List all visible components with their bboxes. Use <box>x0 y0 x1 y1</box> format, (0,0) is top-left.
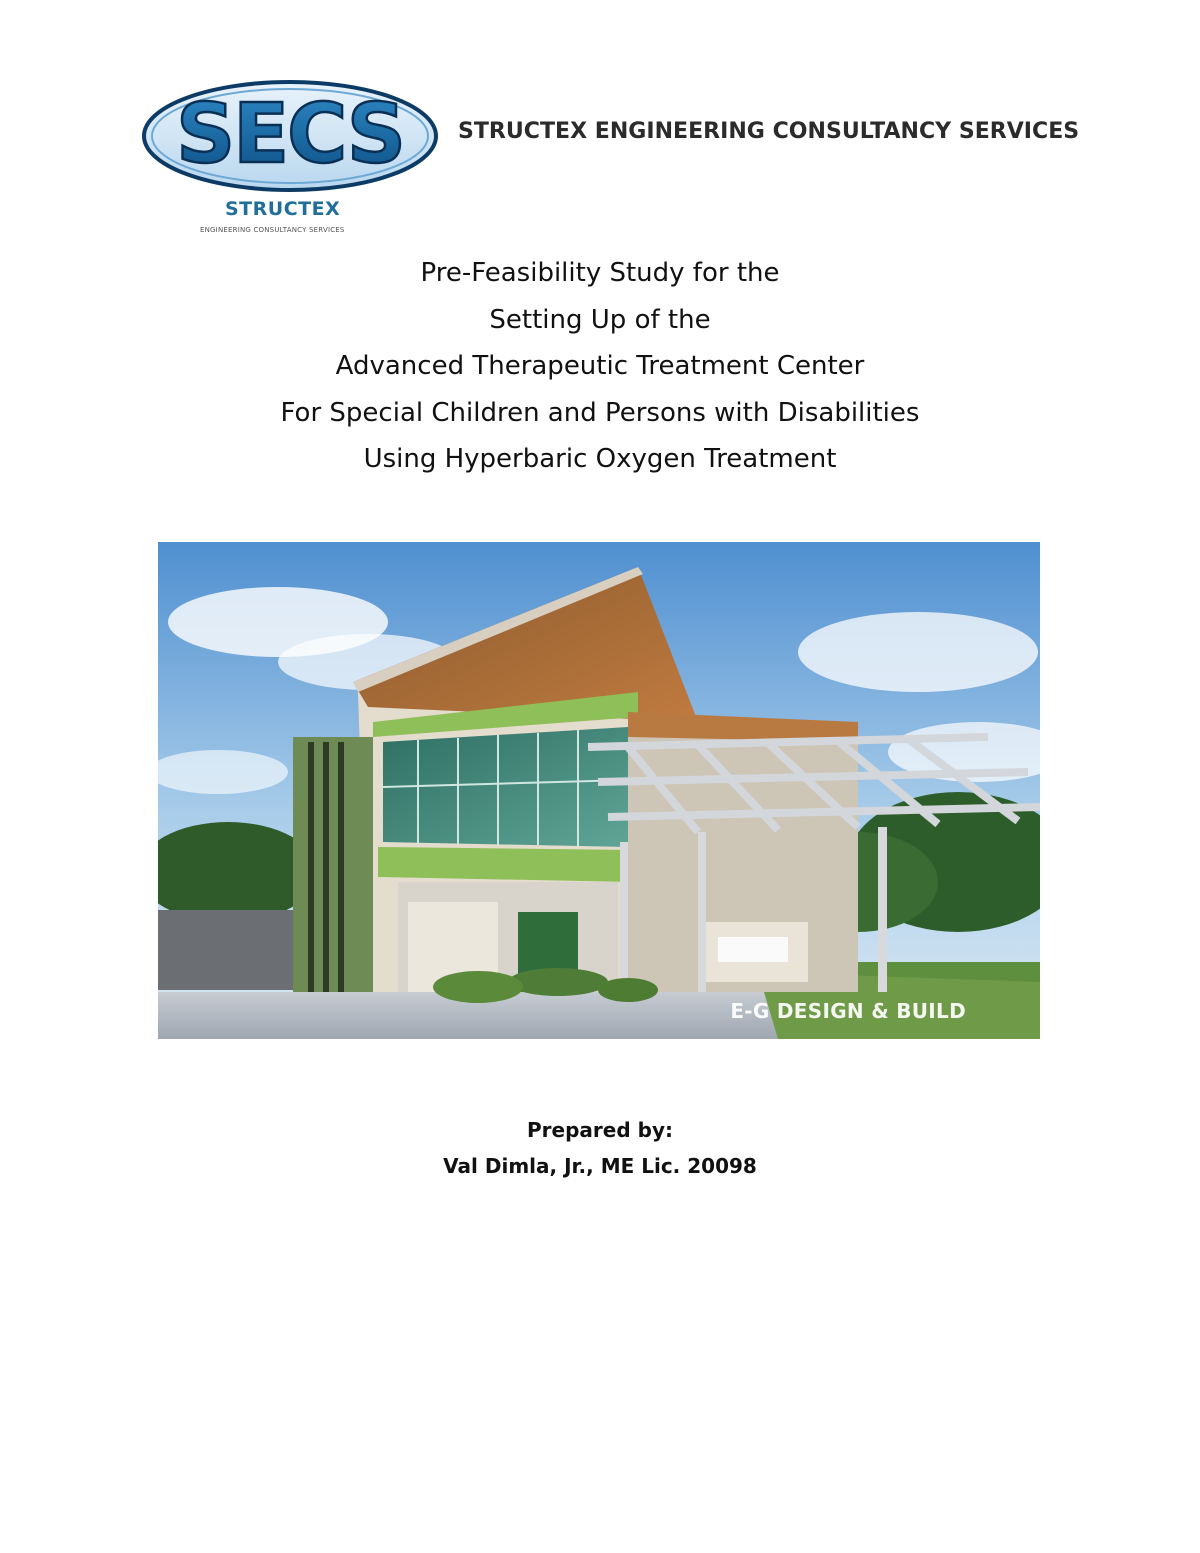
title-line-5: Using Hyperbaric Oxygen Treatment <box>363 444 837 474</box>
logo-tagline: ENGINEERING CONSULTANCY SERVICES <box>200 226 345 234</box>
document-title <box>0 250 1200 483</box>
prepared-by-label: Prepared by: <box>527 1118 673 1142</box>
prepared-by-block <box>0 1112 1200 1184</box>
render-watermark: E-G DESIGN & BUILD <box>730 999 966 1023</box>
title-line-2: Setting Up of the <box>489 304 711 335</box>
logo-subtitle: STRUCTEX <box>225 198 341 220</box>
title-line-4: For Special Children and Persons with Disabilities <box>280 397 920 428</box>
logo-text: SECS <box>176 87 404 182</box>
building-render-image <box>158 542 1040 1039</box>
company-name: STRUCTEX ENGINEERING CONSULTANCY SERVICES <box>458 118 1080 144</box>
title-line-3: Advanced Therapeutic Treatment Center <box>335 351 865 381</box>
title-line-1: Pre-Feasibility Study for the <box>420 258 780 288</box>
author-name: Val Dimla, Jr., ME Lic. 20098 <box>443 1154 757 1178</box>
